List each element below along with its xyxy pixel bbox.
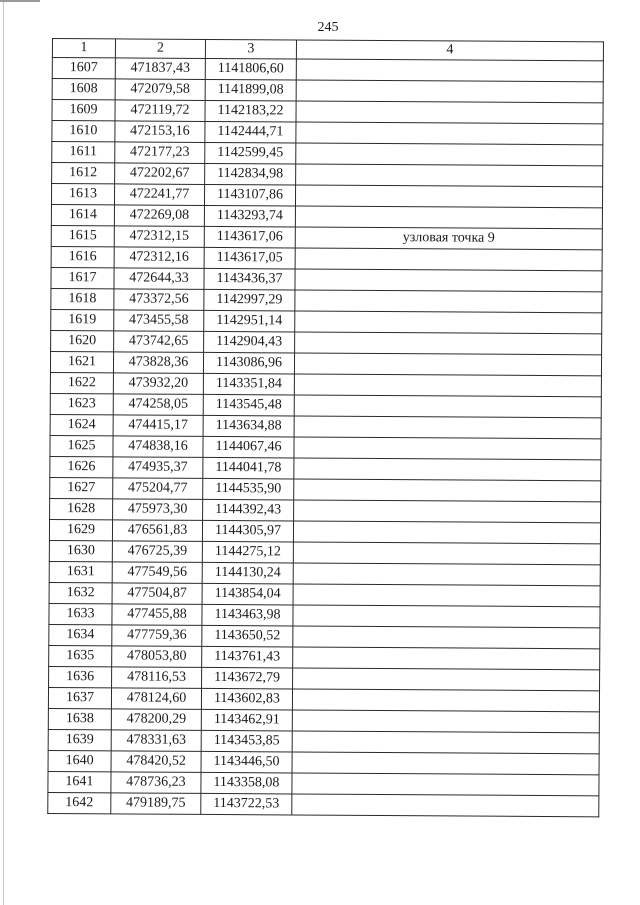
table-row	[51, 288, 602, 312]
point-number-cell: 1618	[51, 288, 114, 309]
table-row	[51, 184, 602, 208]
point-number-cell: 1616	[51, 246, 114, 267]
x-coordinate-cell: 473742,65	[114, 331, 204, 353]
point-number-cell: 1621	[50, 351, 113, 372]
note-cell	[295, 185, 602, 208]
y-coordinate-cell: 1143650,52	[202, 625, 293, 647]
table-row	[50, 456, 601, 480]
y-coordinate-cell: 1143854,04	[202, 583, 293, 605]
y-coordinate-cell: 1143722,53	[201, 793, 292, 815]
x-coordinate-cell: 478736,23	[111, 772, 201, 794]
y-coordinate-cell: 1142599,45	[205, 142, 296, 164]
x-coordinate-cell: 478124,60	[111, 688, 201, 710]
x-coordinate-cell: 474935,37	[113, 457, 203, 479]
point-number-cell: 1610	[52, 121, 115, 142]
coordinates-table	[47, 38, 604, 817]
table-row	[50, 414, 601, 438]
point-number-cell: 1631	[49, 561, 112, 582]
note-cell	[295, 248, 602, 271]
table-row	[49, 540, 600, 564]
x-coordinate-cell: 473372,56	[114, 289, 204, 311]
table-row	[49, 519, 600, 543]
table-row	[50, 435, 601, 459]
scan-edge-left	[3, 0, 4, 905]
x-coordinate-cell: 472119,72	[115, 100, 205, 122]
y-coordinate-cell: 1142951,14	[204, 310, 295, 332]
note-cell	[295, 332, 602, 355]
y-coordinate-cell: 1143358,08	[201, 772, 292, 794]
note-cell	[292, 794, 599, 817]
point-number-cell: 1639	[48, 729, 111, 750]
x-coordinate-cell: 472177,23	[115, 142, 205, 164]
point-number-cell: 1620	[51, 330, 114, 351]
table-row	[52, 163, 603, 187]
point-number-cell: 1627	[50, 477, 113, 498]
x-coordinate-cell: 478420,52	[111, 751, 201, 773]
table-row	[50, 393, 601, 417]
y-coordinate-cell: 1144067,46	[203, 436, 294, 458]
x-coordinate-cell: 472312,15	[114, 226, 204, 248]
y-coordinate-cell: 1143436,37	[204, 268, 295, 290]
note-cell	[292, 710, 599, 733]
point-number-cell: 1637	[48, 687, 111, 708]
note-cell	[296, 143, 603, 166]
y-coordinate-cell: 1143463,98	[202, 604, 293, 626]
table-row	[52, 142, 603, 166]
table-row	[48, 750, 599, 774]
x-coordinate-cell: 472202,67	[115, 163, 205, 185]
table-body	[48, 58, 604, 817]
x-coordinate-cell: 476725,39	[112, 541, 202, 563]
note-cell	[294, 395, 601, 418]
note-cell	[296, 80, 603, 103]
x-coordinate-cell: 478200,29	[111, 709, 201, 731]
note-cell	[292, 773, 599, 796]
point-number-cell: 1632	[49, 582, 112, 603]
y-coordinate-cell: 1142183,22	[205, 100, 296, 122]
x-coordinate-cell: 472644,33	[114, 268, 204, 290]
y-coordinate-cell: 1144535,90	[203, 478, 294, 500]
table-row	[48, 792, 599, 816]
note-cell	[295, 269, 602, 292]
note-cell	[293, 521, 600, 544]
note-cell	[293, 668, 600, 691]
y-coordinate-cell: 1143634,88	[203, 415, 294, 437]
table-row	[51, 225, 602, 249]
point-number-cell: 1611	[52, 142, 115, 163]
table-row	[52, 58, 603, 82]
column-header-3: 3	[205, 39, 296, 59]
y-coordinate-cell: 1143617,06	[204, 226, 295, 248]
x-coordinate-cell: 472269,08	[114, 205, 204, 227]
note-cell	[294, 353, 601, 376]
x-coordinate-cell: 475973,30	[113, 499, 203, 521]
point-number-cell: 1635	[49, 645, 112, 666]
table-row	[48, 771, 599, 795]
point-number-cell: 1609	[52, 100, 115, 121]
point-number-cell: 1615	[51, 225, 114, 246]
point-number-cell: 1642	[48, 792, 111, 813]
y-coordinate-cell: 1144392,43	[203, 499, 294, 521]
point-number-cell: 1638	[48, 708, 111, 729]
x-coordinate-cell: 478053,80	[112, 646, 202, 668]
note-cell	[296, 101, 603, 124]
note-cell	[293, 626, 600, 649]
y-coordinate-cell: 1141899,08	[205, 79, 296, 101]
x-coordinate-cell: 479189,75	[111, 793, 201, 815]
x-coordinate-cell: 478331,63	[111, 730, 201, 752]
note-cell	[292, 752, 599, 775]
point-number-cell: 1628	[50, 498, 113, 519]
point-number-cell: 1636	[49, 666, 112, 687]
note-cell	[295, 206, 602, 229]
table-row	[49, 582, 600, 606]
note-cell	[296, 164, 603, 187]
x-coordinate-cell: 476561,83	[112, 520, 202, 542]
point-number-cell: 1614	[51, 204, 114, 225]
point-number-cell: 1641	[48, 771, 111, 792]
table-row	[49, 666, 600, 690]
table-row	[50, 477, 601, 501]
point-number-cell: 1634	[49, 624, 112, 645]
note-cell	[295, 290, 602, 313]
y-coordinate-cell: 1143761,43	[202, 646, 293, 668]
column-header-1: 1	[52, 39, 115, 58]
y-coordinate-cell: 1143086,96	[203, 352, 294, 374]
scan-edge-top	[0, 0, 40, 2]
note-cell	[294, 458, 601, 481]
table-row	[49, 624, 600, 648]
table-row	[51, 267, 602, 291]
point-number-cell: 1626	[50, 456, 113, 477]
point-number-cell: 1613	[51, 184, 114, 205]
y-coordinate-cell: 1142834,98	[205, 163, 296, 185]
y-coordinate-cell: 1143293,74	[204, 205, 295, 227]
point-number-cell: 1633	[49, 603, 112, 624]
note-cell	[292, 731, 599, 754]
y-coordinate-cell: 1143545,48	[203, 394, 294, 416]
note-cell	[293, 563, 600, 586]
x-coordinate-cell: 474258,05	[113, 394, 203, 416]
y-coordinate-cell: 1143602,83	[201, 688, 292, 710]
y-coordinate-cell: 1142997,29	[204, 289, 295, 311]
y-coordinate-cell: 1143446,50	[201, 751, 292, 773]
table-row	[51, 204, 602, 228]
x-coordinate-cell: 471837,43	[115, 58, 205, 80]
x-coordinate-cell: 477549,56	[112, 562, 202, 584]
x-coordinate-cell: 473828,36	[113, 352, 203, 374]
table-row	[51, 330, 602, 354]
note-cell	[294, 416, 601, 439]
x-coordinate-cell: 473932,20	[113, 373, 203, 395]
column-header-2: 2	[115, 39, 205, 59]
note-cell	[293, 605, 600, 628]
note-cell	[294, 479, 601, 502]
note-cell	[293, 584, 600, 607]
point-number-cell: 1630	[49, 540, 112, 561]
note-cell	[294, 374, 601, 397]
y-coordinate-cell: 1144130,24	[202, 562, 293, 584]
x-coordinate-cell: 475204,77	[113, 478, 203, 500]
table-row	[48, 687, 599, 711]
table-row	[52, 79, 603, 103]
note-cell	[296, 122, 603, 145]
x-coordinate-cell: 472241,77	[114, 184, 204, 206]
table-row	[50, 498, 601, 522]
table-row	[52, 121, 603, 145]
table-row	[51, 246, 602, 270]
y-coordinate-cell: 1142904,43	[204, 331, 295, 353]
x-coordinate-cell: 474415,17	[113, 415, 203, 437]
x-coordinate-cell: 472079,58	[115, 79, 205, 101]
point-number-cell: 1619	[51, 309, 114, 330]
note-cell	[296, 59, 603, 82]
note-cell	[294, 500, 601, 523]
x-coordinate-cell: 474838,16	[113, 436, 203, 458]
y-coordinate-cell: 1144305,97	[202, 520, 293, 542]
table-row	[50, 372, 601, 396]
point-number-cell: 1624	[50, 414, 113, 435]
note-cell: узловая точка 9	[295, 227, 602, 250]
point-number-cell: 1625	[50, 435, 113, 456]
x-coordinate-cell: 478116,53	[112, 667, 202, 689]
x-coordinate-cell: 477504,87	[112, 583, 202, 605]
y-coordinate-cell: 1144041,78	[203, 457, 294, 479]
point-number-cell: 1640	[48, 750, 111, 771]
y-coordinate-cell: 1143617,05	[204, 247, 295, 269]
table-row	[48, 708, 599, 732]
note-cell	[294, 437, 601, 460]
y-coordinate-cell: 1143672,79	[202, 667, 293, 689]
table-row	[50, 351, 601, 375]
point-number-cell: 1612	[52, 163, 115, 184]
x-coordinate-cell: 477759,36	[112, 625, 202, 647]
y-coordinate-cell: 1144275,12	[202, 541, 293, 563]
point-number-cell: 1623	[50, 393, 113, 414]
y-coordinate-cell: 1143351,84	[203, 373, 294, 395]
table-row	[49, 645, 600, 669]
note-cell	[292, 689, 599, 712]
point-number-cell: 1607	[52, 58, 115, 79]
y-coordinate-cell: 1143453,85	[201, 730, 292, 752]
x-coordinate-cell: 472153,16	[115, 121, 205, 143]
table-row	[51, 309, 602, 333]
table-row	[52, 100, 603, 124]
note-cell	[293, 542, 600, 565]
note-cell	[293, 647, 600, 670]
x-coordinate-cell: 472312,16	[114, 247, 204, 269]
point-number-cell: 1617	[51, 267, 114, 288]
point-number-cell: 1622	[50, 372, 113, 393]
x-coordinate-cell: 477455,88	[112, 604, 202, 626]
note-cell	[295, 311, 602, 334]
table-row	[48, 729, 599, 753]
table-row	[49, 603, 600, 627]
table-row	[49, 561, 600, 585]
point-number-cell: 1629	[49, 519, 112, 540]
column-header-4: 4	[296, 40, 603, 61]
y-coordinate-cell: 1142444,71	[205, 121, 296, 143]
y-coordinate-cell: 1143462,91	[201, 709, 292, 731]
x-coordinate-cell: 473455,58	[114, 310, 204, 332]
point-number-cell: 1608	[52, 79, 115, 100]
y-coordinate-cell: 1141806,60	[205, 58, 296, 80]
y-coordinate-cell: 1143107,86	[204, 184, 295, 206]
page-number: 245	[317, 20, 339, 35]
